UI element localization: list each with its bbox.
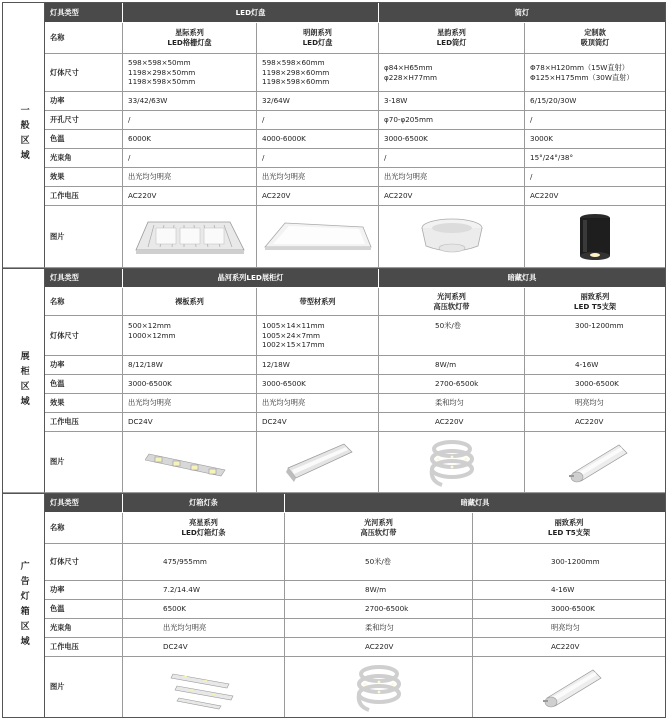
row-label-power: 功率 (45, 92, 123, 111)
spec-power: 8/12/18W (123, 356, 257, 375)
soft-strip-coil-image (424, 435, 480, 489)
spec-cct: 3000K (525, 130, 665, 149)
product-name: 明朗系列 LED灯盘 (257, 23, 379, 54)
product-image-cell (525, 432, 665, 493)
spec-beam: 15°/24°/38° (525, 149, 665, 168)
spec-effect: 出光均匀明亮 (123, 168, 257, 187)
spec-power: 4-16W (525, 356, 665, 375)
spec-cct: 3000-6500K (473, 600, 665, 619)
spec-cct: 6500K (123, 600, 285, 619)
row-label-image: 图片 (45, 657, 123, 717)
region-label-lightbox (3, 494, 45, 717)
product-image-cell (473, 657, 665, 717)
product-image-cell (123, 432, 257, 493)
group-header-lightbox-strip: 灯箱灯条 (123, 494, 285, 513)
row-label-image: 图片 (45, 432, 123, 493)
spec-effect: / (525, 168, 665, 187)
flat-panel-image (263, 217, 373, 257)
product-name: 定制款 吸顶筒灯 (525, 23, 665, 54)
row-label-beam: 光束角 (45, 149, 123, 168)
spec-beam: / (379, 149, 525, 168)
product-name: 裸板系列 (123, 288, 257, 316)
spec-cct: 3000-6500K (123, 375, 257, 394)
region-label-showcase (3, 269, 45, 493)
row-label-size: 灯体尺寸 (45, 54, 123, 92)
row-label-cct: 色温 (45, 600, 123, 619)
spec-power: 3-18W (379, 92, 525, 111)
spec-size: 598×598×50mm 1198×298×50mm 1198×598×50mm (123, 54, 257, 92)
spec-voltage: DC24V (257, 413, 379, 432)
spec-power: 8W/m (285, 581, 473, 600)
spec-power: 4-16W (473, 581, 665, 600)
spec-size: 300-1200mm (473, 544, 665, 581)
product-spec-table (2, 2, 666, 718)
spec-voltage: AC220V (473, 638, 665, 657)
spec-beam: 明亮均匀 (473, 619, 665, 638)
product-name: 星际系列 LED格栅灯盘 (123, 23, 257, 54)
row-label-power: 功率 (45, 581, 123, 600)
product-image-cell (379, 206, 525, 268)
spec-size: 50米/卷 (379, 316, 525, 356)
spec-voltage: AC220V (379, 187, 525, 206)
grille-panel-image (134, 214, 246, 260)
row-label-voltage: 工作电压 (45, 187, 123, 206)
product-image-cell (379, 432, 525, 493)
spec-effect: 出光均匀明亮 (257, 394, 379, 413)
t5-bracket-image (559, 437, 631, 487)
row-label-cct: 色温 (45, 375, 123, 394)
row-label-power: 功率 (45, 356, 123, 375)
spec-voltage: AC220V (285, 638, 473, 657)
t5-bracket-image (533, 662, 605, 712)
spec-beam: 出光均匀明亮 (123, 619, 285, 638)
product-name: 带型材系列 (257, 288, 379, 316)
group-header-concealed: 暗藏灯具 (379, 269, 665, 288)
row-label-name: 名称 (45, 288, 123, 316)
group-header-led-panel: LED灯盘 (123, 3, 379, 23)
spec-cct: 3000-6500K (525, 375, 665, 394)
spec-cct: 3000-6500K (257, 375, 379, 394)
row-label-name: 名称 (45, 23, 123, 54)
spec-power: 12/18W (257, 356, 379, 375)
spec-size: 1005×14×11mm 1005×24×7mm 1002×15×17mm (257, 316, 379, 356)
row-label-image: 图片 (45, 206, 123, 268)
led-bare-strip-image (145, 442, 235, 482)
type-header: 灯具类型 (45, 269, 123, 288)
row-label-cct: 色温 (45, 130, 123, 149)
row-label-voltage: 工作电压 (45, 638, 123, 657)
row-label-beam: 光束角 (45, 619, 123, 638)
spec-voltage: AC220V (123, 187, 257, 206)
group-header-concealed: 暗藏灯具 (285, 494, 665, 513)
spec-cct: 4000-6000K (257, 130, 379, 149)
spec-voltage: AC220V (525, 187, 665, 206)
spec-cutout: / (123, 111, 257, 130)
row-label-size: 灯体尺寸 (45, 544, 123, 581)
product-name: 丽致系列 LED T5支架 (525, 288, 665, 316)
spec-cct: 2700-6500k (379, 375, 525, 394)
spec-size: φ84×H65mm φ228×H77mm (379, 54, 525, 92)
spec-power: 32/64W (257, 92, 379, 111)
spec-voltage: DC24V (123, 413, 257, 432)
spec-effect: 出光均匀明亮 (257, 168, 379, 187)
spec-size: Φ78×H120mm（15W直射） Φ125×H175mm（30W直射） (525, 54, 665, 92)
surface-downlight-image (575, 210, 615, 264)
row-label-name: 名称 (45, 513, 123, 544)
spec-effect: 出光均匀明亮 (123, 394, 257, 413)
spec-size: 475/955mm (123, 544, 285, 581)
spec-effect: 出光均匀明亮 (379, 168, 525, 187)
group-header-showcase-light: 晶河系列LED展柜灯 (123, 269, 379, 288)
spec-power: 33/42/63W (123, 92, 257, 111)
spec-cutout: / (525, 111, 665, 130)
row-label-effect: 效果 (45, 168, 123, 187)
region-text: 展柜区域 (18, 350, 29, 411)
spec-voltage: AC220V (257, 187, 379, 206)
row-label-effect: 效果 (45, 394, 123, 413)
spec-cct: 2700-6500k (285, 600, 473, 619)
group-header-downlight: 筒灯 (379, 3, 665, 23)
region-text: 广告灯箱区域 (18, 560, 29, 651)
product-name: 星韵系列 LED筒灯 (379, 23, 525, 54)
product-name: 光河系列 高压软灯带 (285, 513, 473, 544)
spec-voltage: AC220V (379, 413, 525, 432)
row-label-size: 灯体尺寸 (45, 316, 123, 356)
product-image-cell (285, 657, 473, 717)
spec-cutout: / (257, 111, 379, 130)
spec-beam: / (257, 149, 379, 168)
spec-power: 8W/m (379, 356, 525, 375)
product-image-cell (257, 432, 379, 493)
lightbox-strip-image (169, 664, 239, 710)
spec-effect: 柔和均匀 (379, 394, 525, 413)
spec-size: 500×12mm 1000×12mm (123, 316, 257, 356)
product-image-cell (257, 206, 379, 268)
spec-voltage: DC24V (123, 638, 285, 657)
downlight-image (417, 212, 487, 262)
spec-size: 598×598×60mm 1198×298×60mm 1198×598×60mm (257, 54, 379, 92)
spec-cutout: φ70-φ205mm (379, 111, 525, 130)
spec-cct: 6000K (123, 130, 257, 149)
product-image-cell (123, 206, 257, 268)
product-name: 丽致系列 LED T5支架 (473, 513, 665, 544)
row-label-voltage: 工作电压 (45, 413, 123, 432)
type-header: 灯具类型 (45, 494, 123, 513)
spec-beam: 柔和均匀 (285, 619, 473, 638)
product-name: 亮星系列 LED灯箱灯条 (123, 513, 285, 544)
profile-strip-image (278, 438, 358, 486)
spec-size: 300-1200mm (525, 316, 665, 356)
soft-strip-coil-image (351, 660, 407, 714)
spec-power: 6/15/20/30W (525, 92, 665, 111)
region-text: 一般区域 (18, 105, 29, 165)
spec-size: 50米/卷 (285, 544, 473, 581)
spec-cct: 3000-6500K (379, 130, 525, 149)
row-label-cutout: 开孔尺寸 (45, 111, 123, 130)
spec-effect: 明亮均匀 (525, 394, 665, 413)
product-image-cell (525, 206, 665, 268)
product-image-cell (123, 657, 285, 717)
region-label-general (3, 3, 45, 268)
spec-voltage: AC220V (525, 413, 665, 432)
spec-beam: / (123, 149, 257, 168)
type-header: 灯具类型 (45, 3, 123, 23)
spec-power: 7.2/14.4W (123, 581, 285, 600)
product-name: 光河系列 高压软灯带 (379, 288, 525, 316)
